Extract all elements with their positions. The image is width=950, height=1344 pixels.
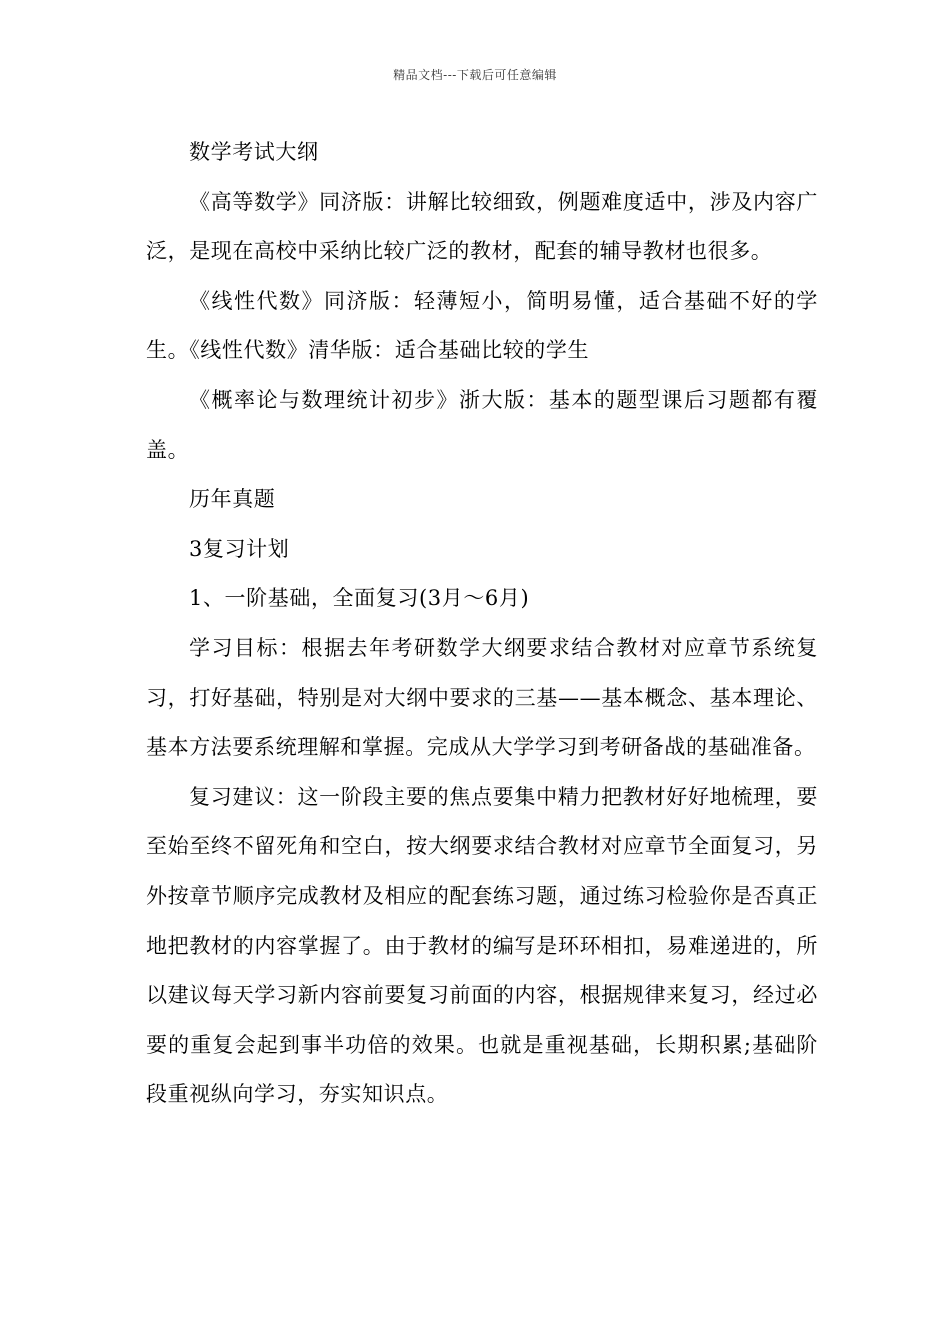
heading-review-plan: 3复习计划 xyxy=(189,536,290,561)
heading-exam-syllabus: 数学考试大纲 xyxy=(189,140,319,164)
heading-past-exams: 历年真题 xyxy=(189,487,276,512)
paragraph-advanced-math: 《高等数学》同济版：讲解比较细致，例题难度适中，涉及内容广泛，是现在高校中采纳比较广泛的教材，配套的辅导教材也很多。 xyxy=(146,189,818,264)
page-header: 精品文档---下载后可任意编辑 xyxy=(393,68,557,82)
paragraph-learning-goal: 学习目标：根据去年考研数学大纲要求结合教材对应章节系统复习，打好基础，特别是对大纲中要求的三基——基本概念、基本理论、基本方法要系统理解和掌握。完成从大学学习到考研备战的基础准备。 xyxy=(146,635,818,760)
paragraph-linear-algebra: 《线性代数》同济版：轻薄短小，简明易懂，适合基础不好的学生。《线性代数》清华版：适合基础比较的学生 xyxy=(146,288,818,363)
paragraph-review-advice: 复习建议：这一阶段主要的焦点要集中精力把教材好好地梳理，要至始至终不留死角和空白，按大纲要求结合教材对应章节全面复习，另外按章节顺序完成教材及相应的配套练习题，通过练习检验你是否真正地把教材的内容掌握了。由于教材的编写是环环相扣，易难递进的，所以建议每天学习新内容前要复习前面的内容，根据规律来复习，经过必要的重复会起到事半功倍的效果。也就是重视基础，长期积累;基础阶段重视纵向学习，夯实知识点。 xyxy=(146,784,818,1107)
heading-stage-one: 1、一阶基础，全面复习(3月～6月) xyxy=(189,586,530,611)
paragraph-probability: 《概率论与数理统计初步》浙大版：基本的题型课后习题都有覆盖。 xyxy=(146,387,818,462)
document-body xyxy=(146,128,818,1120)
